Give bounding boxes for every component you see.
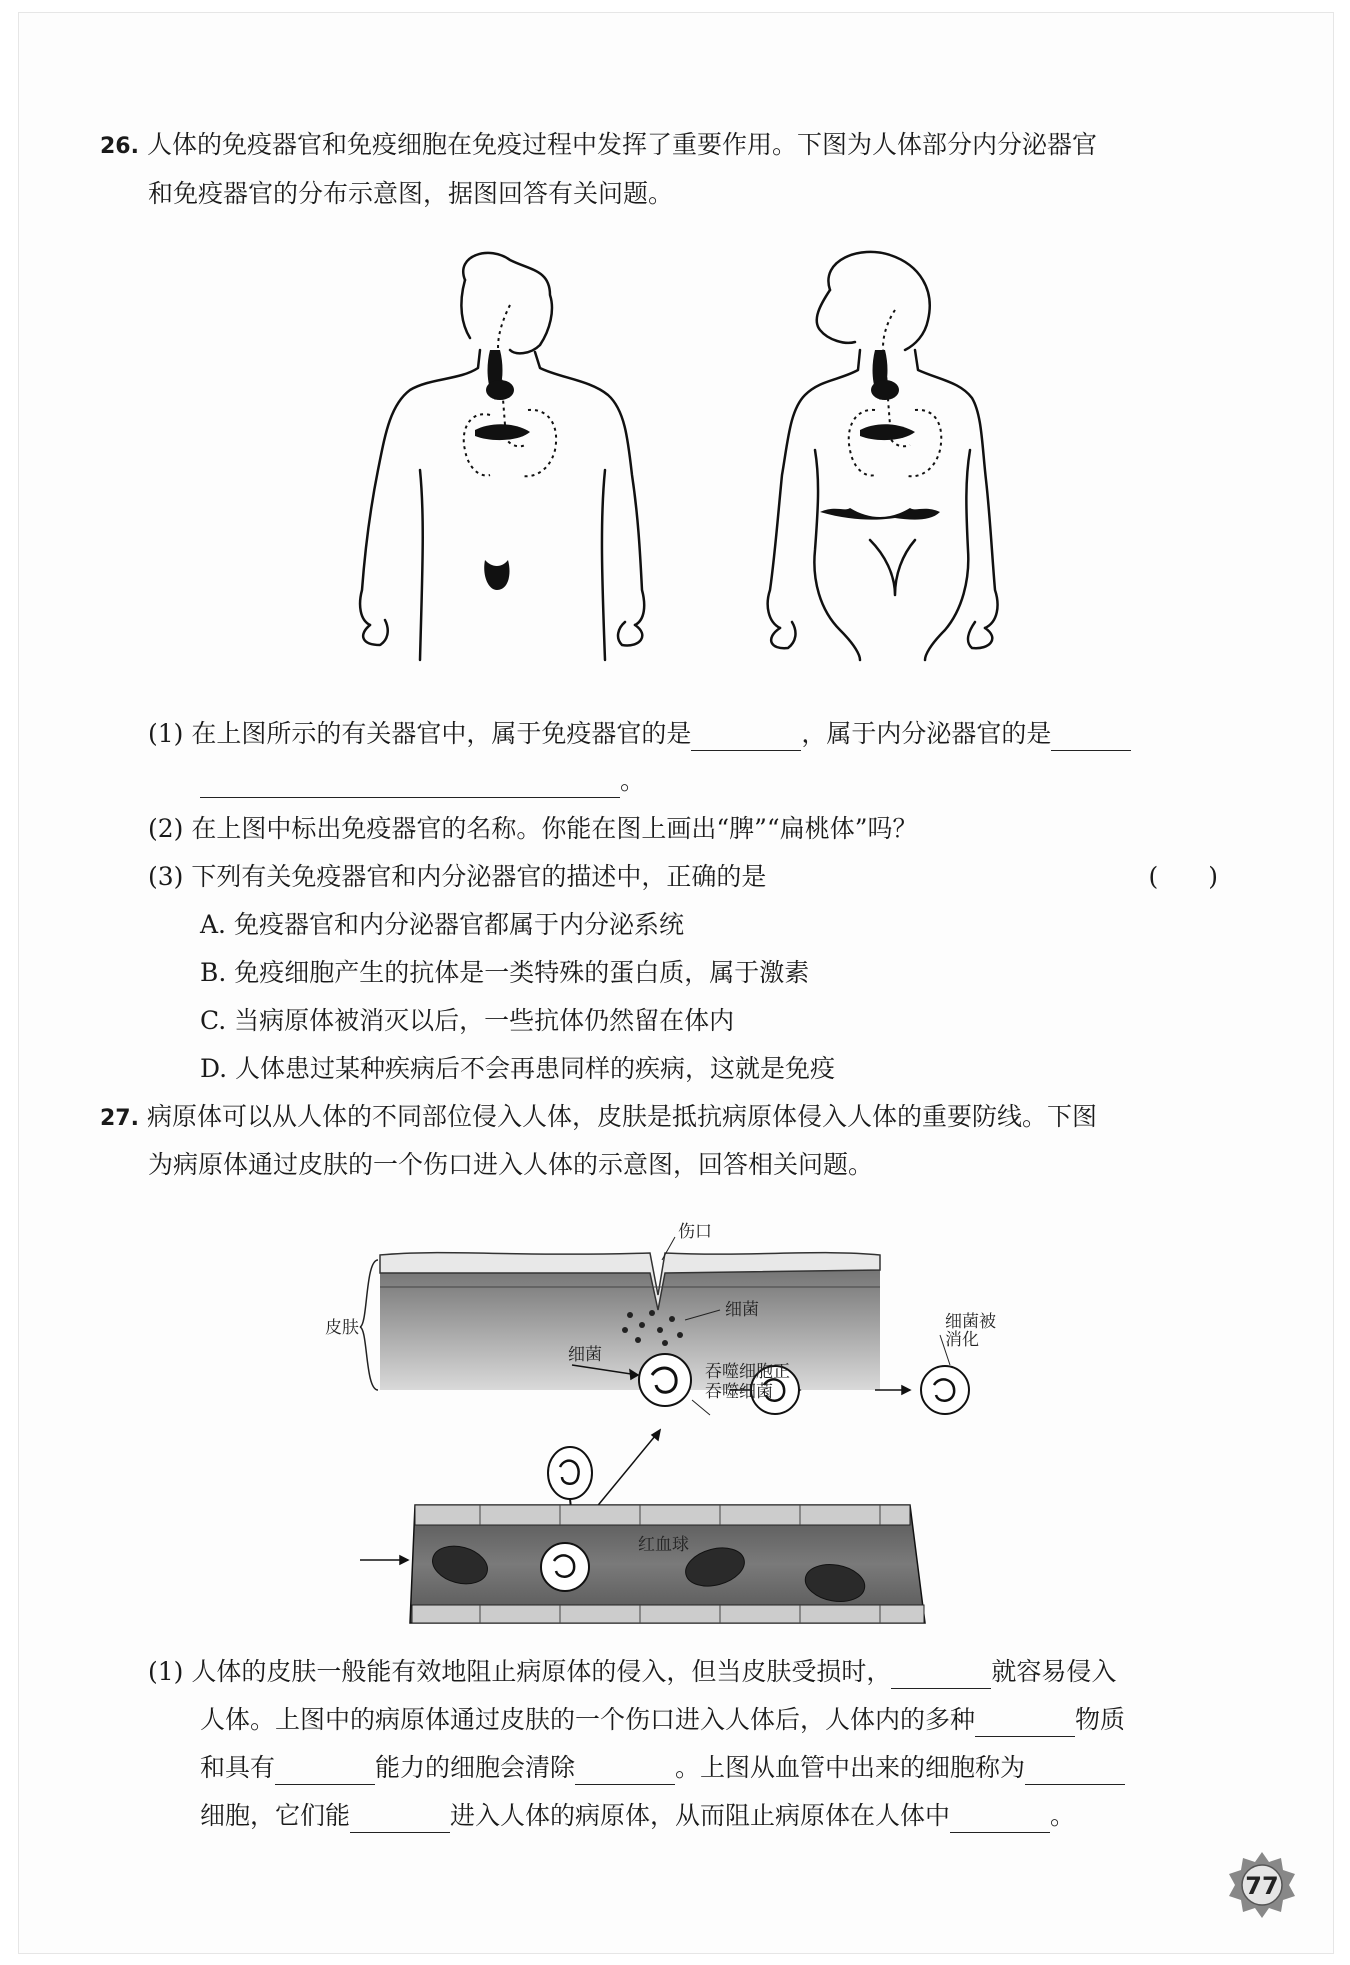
q27-stem-line2: 为病原体通过皮肤的一个伤口进入人体的示意图，回答相关问题。 — [148, 1150, 874, 1179]
label-wound: 伤口 — [678, 1222, 712, 1242]
label-bacteria-left: 细菌 — [568, 1345, 602, 1365]
answer-blank[interactable] — [691, 724, 801, 751]
flow-arrow — [360, 1556, 408, 1564]
label-rbc: 红血球 — [638, 1535, 689, 1555]
answer-blank[interactable] — [575, 1758, 675, 1785]
skin-bracket — [360, 1260, 378, 1390]
q26-sub3: (3) 下列有关免疫器官和内分泌器官的描述中，正确的是 ( ) — [148, 860, 1218, 894]
phagocyte-digested — [921, 1366, 969, 1414]
blood-vessel — [410, 1505, 925, 1623]
q27-sub1-line1: (1) 人体的皮肤一般能有效地阻止病原体的侵入，但当皮肤受损时， 就容易侵入 — [148, 1655, 1116, 1689]
label-digested-2: 消化 — [945, 1330, 979, 1350]
q27-sub1-line3: 和具有 能力的细胞会清除 。上图从血管中出来的细胞称为 — [200, 1751, 1125, 1785]
label-digested-1: 细菌被 — [945, 1312, 996, 1332]
q26-sub1-cont: 。 — [200, 764, 645, 798]
label-skin: 皮肤 — [325, 1318, 359, 1338]
q27-stem-line1: 27. 病原体可以从人体的不同部位侵入人体，皮肤是抵抗病原体侵入人体的重要防线。下图 — [100, 1102, 1097, 1131]
q27-number: 27. — [100, 1106, 139, 1131]
q26-sub2: (2) 在上图中标出免疫器官的名称。你能在图上画出“脾”“扁桃体”吗？ — [148, 814, 918, 843]
label-bacteria-right: 细菌 — [725, 1300, 759, 1320]
answer-blank[interactable] — [891, 1662, 991, 1689]
label-phagocyte-2: 吞噬细菌 — [705, 1382, 773, 1402]
q26-option-b: B. 免疫细胞产生的抗体是一类特殊的蛋白质，属于激素 — [200, 958, 810, 987]
answer-blank[interactable] — [1025, 1758, 1125, 1785]
answer-blank[interactable] — [200, 771, 620, 798]
q26-option-d: D. 人体患过某种疾病后不会再患同样的疾病，这就是免疫 — [200, 1054, 836, 1083]
q26-option-a: A. 免疫器官和内分泌器官都属于内分泌系统 — [200, 910, 684, 939]
answer-blank[interactable] — [975, 1710, 1075, 1737]
white-cell-in-vessel — [541, 1543, 589, 1591]
male-testes — [484, 560, 509, 590]
female-figure — [768, 252, 998, 660]
answer-blank[interactable] — [1051, 724, 1131, 751]
q27-sub1-line4: 细胞，它们能 进入人体的病原体，从而阻止病原体在人体中 。 — [200, 1799, 1075, 1833]
answer-blank[interactable] — [275, 1758, 375, 1785]
q27-sub1-line2: 人体。上图中的病原体通过皮肤的一个伤口进入人体后，人体内的多种 物质 — [200, 1703, 1125, 1737]
q26-sub1: (1) 在上图所示的有关器官中，属于免疫器官的是 ，属于内分泌器官的是 — [148, 717, 1131, 751]
female-ovaries — [820, 508, 940, 520]
q26-stem-line1 — [100, 128, 1097, 164]
phagocyte-in-skin — [639, 1354, 691, 1406]
q26-stem-text1: 人体的免疫器官和免疫细胞在免疫过程中发挥了重要作用。下图为人体部分内分泌器官 — [146, 130, 1097, 159]
male-figure — [360, 253, 644, 660]
label-phagocyte-1: 吞噬细胞正 — [705, 1362, 790, 1382]
page-number: 77 — [1245, 1872, 1279, 1900]
q26-number: 26. — [100, 134, 139, 159]
body-organs-figure — [350, 250, 1020, 670]
q26-option-c: C. 当病原体被消灭以后，一些抗体仍然留在体内 — [200, 1006, 735, 1035]
answer-blank[interactable] — [950, 1806, 1050, 1833]
q26-stem-line2: 和免疫器官的分布示意图，据图回答有关问题。 — [148, 179, 674, 208]
answer-blank[interactable] — [350, 1806, 450, 1833]
skin-wound-figure — [320, 1215, 1070, 1625]
answer-paren[interactable]: ( ) — [1148, 862, 1218, 891]
